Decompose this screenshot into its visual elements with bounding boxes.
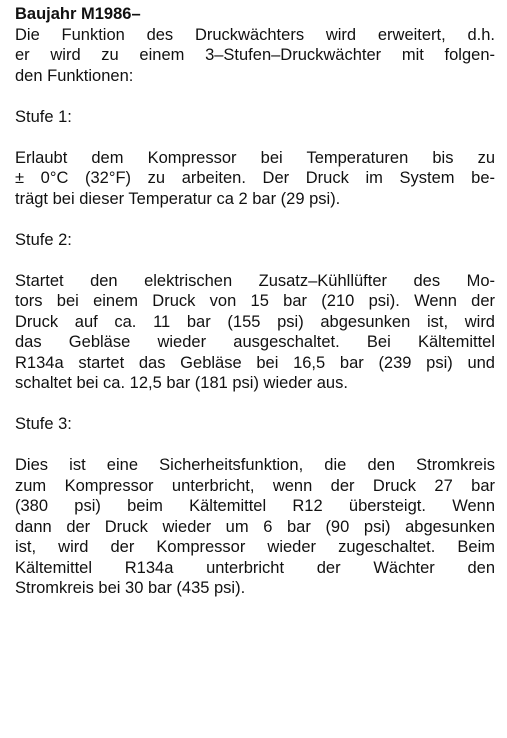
spacer bbox=[15, 435, 495, 456]
stage-2-paragraph bbox=[15, 271, 495, 394]
stage-2-line: R134a startet das Gebläse bei 16,5 bar (239 psi) und bbox=[15, 353, 495, 372]
stage-3-line: zum Kompressor unterbricht, wenn der Druck 27 bar bbox=[15, 476, 495, 495]
stage-1-label: Stufe 1: bbox=[15, 107, 72, 126]
stage-3-line: Dies ist eine Sicherheitsfunktion, die den Stromkreis bbox=[15, 456, 495, 474]
stage-2-label: Stufe 2: bbox=[15, 230, 72, 249]
stage-3-line: dann der Druck wieder um 6 bar (90 psi) abgesunken bbox=[15, 517, 495, 536]
intro-paragraph bbox=[15, 25, 495, 87]
stage-3-paragraph bbox=[15, 455, 495, 599]
spacer bbox=[15, 86, 495, 107]
stage-1-line: trägt bei dieser Temperatur ca 2 bar (29 psi). bbox=[15, 189, 341, 208]
stage-1-line: Erlaubt dem Kompressor bei Temperaturen bis zu bbox=[15, 148, 495, 167]
stage-2-line: schaltet bei ca. 12,5 bar (181 psi) wieder aus. bbox=[15, 374, 348, 392]
section-heading: Baujahr M1986– bbox=[15, 5, 141, 23]
intro-line: den Funktionen: bbox=[15, 66, 134, 85]
stage-2-line: das Gebläse wieder ausgeschaltet. Bei Kältemittel bbox=[15, 333, 495, 351]
document-page bbox=[15, 4, 495, 599]
stage-3-line: Kältemittel R134a unterbricht der Wächter den bbox=[15, 558, 495, 577]
stage-1-paragraph bbox=[15, 148, 495, 210]
stage-2-line: Startet den elektrischen Zusatz–Kühllüfter des Mo- bbox=[15, 271, 495, 290]
spacer bbox=[15, 209, 495, 230]
intro-line: Die Funktion des Druckwächters wird erweitert, d.h. bbox=[15, 25, 495, 44]
stage-3-line: Stromkreis bei 30 bar (435 psi). bbox=[15, 579, 246, 597]
intro-line: er wird zu einem 3–Stufen–Druckwächter mit folgen- bbox=[15, 46, 495, 64]
stage-3-line: ist, wird der Kompressor wieder zugeschaltet. Beim bbox=[15, 538, 495, 556]
spacer bbox=[15, 250, 495, 271]
stage-3-line: (380 psi) beim Kältemittel R12 übersteigt. Wenn bbox=[15, 497, 495, 515]
stage-3-label: Stufe 3: bbox=[15, 415, 72, 433]
stage-1-line: ± 0°C (32°F) zu arbeiten. Der Druck im System be- bbox=[15, 169, 495, 187]
stage-2-line: tors bei einem Druck von 15 bar (210 psi). Wenn der bbox=[15, 292, 495, 310]
spacer bbox=[15, 127, 495, 148]
stage-2-line: Druck auf ca. 11 bar (155 psi) abgesunken ist, wird bbox=[15, 312, 495, 331]
spacer bbox=[15, 394, 495, 415]
